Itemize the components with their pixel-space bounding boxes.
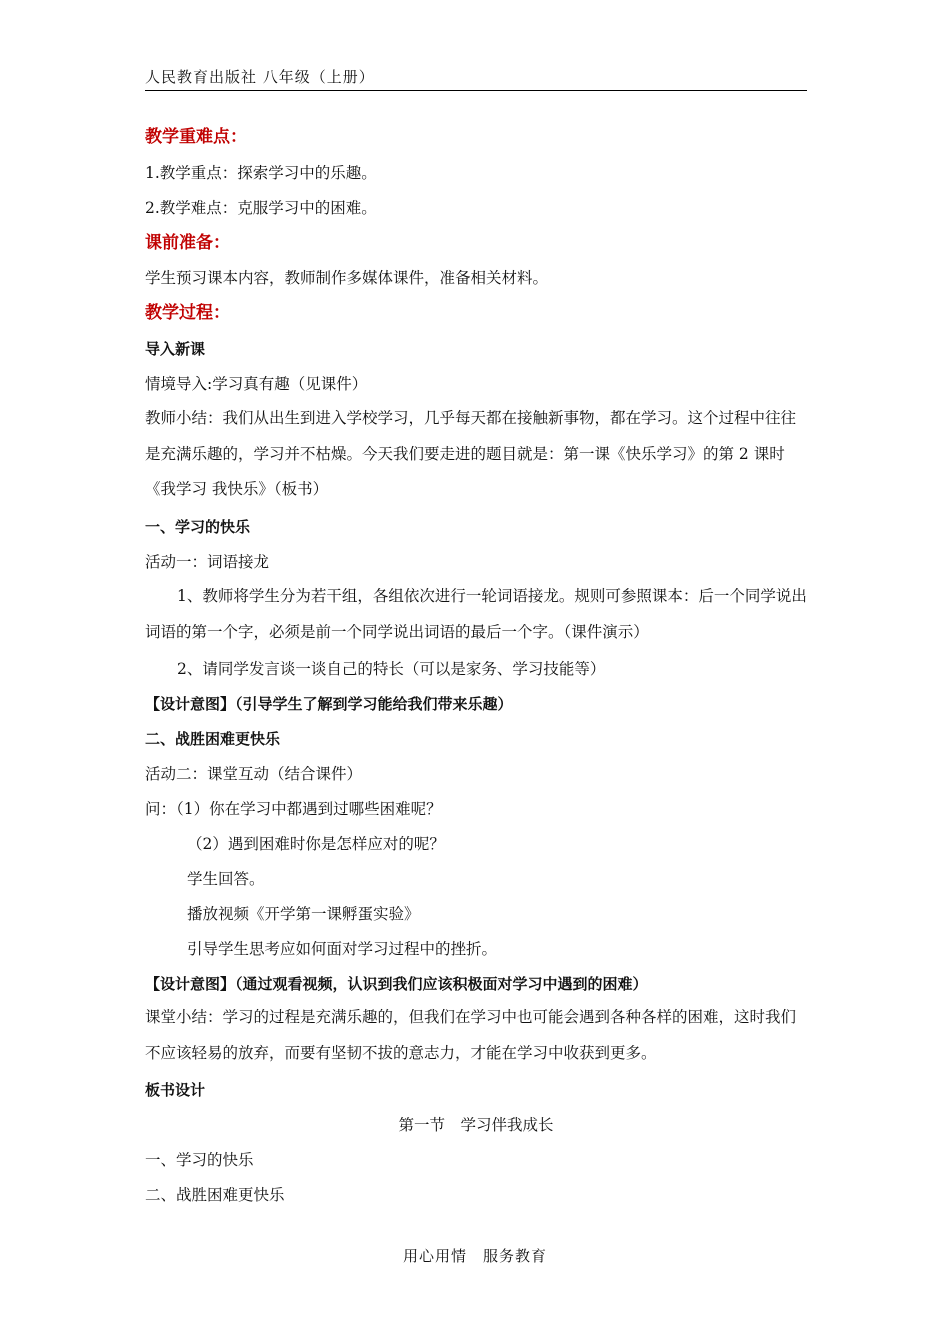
design-intent-1: 【设计意图】（引导学生了解到学习能给我们带来乐趣） xyxy=(145,695,513,713)
activity1-title: 活动一：词语接龙 xyxy=(145,553,270,571)
part1-heading: 一、学习的快乐 xyxy=(145,518,251,536)
activity2-title: 活动二：课堂互动（结合课件） xyxy=(145,765,363,783)
activity1-step1: 1、教师将学生分为若干组，各组依次进行一轮词语接龙。规则可参照课本：后一个同学说出词语的第一个字，必须是前一个同学说出词语的最后一个字。（课件演示） xyxy=(145,587,807,641)
question-2: （2）遇到困难时你是怎样应对的呢？ xyxy=(187,835,445,853)
board-heading: 板书设计 xyxy=(145,1081,206,1099)
video-line: 播放视频《开学第一课孵蛋实验》 xyxy=(187,905,420,923)
process-heading: 教学过程： xyxy=(145,303,230,323)
key-point-1: 1.教学重点：探索学习中的乐趣。 xyxy=(145,164,377,182)
prep-heading: 课前准备： xyxy=(145,233,230,253)
board-title: 第一节 学习伴我成长 xyxy=(398,1116,554,1134)
intro-scene: 情境导入:学习真有趣（见课件） xyxy=(145,375,368,393)
question-1: 问：（1）你在学习中都遇到过哪些困难呢？ xyxy=(145,800,442,818)
prep-text: 学生预习课本内容，教师制作多媒体课件，准备相关材料。 xyxy=(145,269,549,287)
page-footer: 用心用情 服务教育 xyxy=(402,1247,547,1265)
guide-line: 引导学生思考应如何面对学习过程中的挫折。 xyxy=(187,940,498,958)
intro-summary: 教师小结：我们从出生到进入学校学习，几乎每天都在接触新事物，都在学习。这个过程中往往是充满乐趣的，学习并不枯燥。今天我们要走进的题目就是：第一课《快乐学习》的第 2 课时《我学习 我快乐》（板书） xyxy=(145,409,797,498)
key-points-heading: 教学重难点： xyxy=(145,127,247,147)
intro-heading: 导入新课 xyxy=(145,340,206,358)
design-intent-2: 【设计意图】（通过观看视频，认识到我们应该积极面对学习中遇到的困难） xyxy=(145,975,648,993)
page-header: 人民教育出版社 八年级（上册） xyxy=(145,66,807,91)
board-item-1: 一、学习的快乐 xyxy=(145,1151,254,1169)
board-item-2: 二、战胜困难更快乐 xyxy=(145,1186,285,1204)
student-answer: 学生回答。 xyxy=(187,870,265,888)
activity1-step2: 2、请同学发言谈一谈自己的特长（可以是家务、学习技能等） xyxy=(177,660,606,678)
class-summary: 课堂小结：学习的过程是充满乐趣的，但我们在学习中也可能会遇到各种各样的困难，这时我们不应该轻易的放弃，而要有坚韧不拔的意志力，才能在学习中收获到更多。 xyxy=(145,1008,797,1062)
part2-heading: 二、战胜困难更快乐 xyxy=(145,730,281,748)
key-point-2: 2.教学难点：克服学习中的困难。 xyxy=(145,199,377,217)
